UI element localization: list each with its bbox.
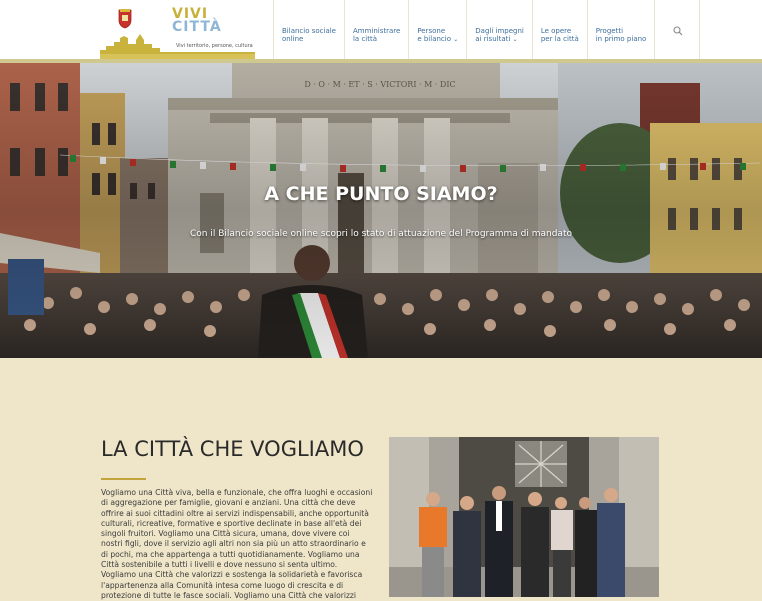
nav-item-impegni-risultati[interactable]	[466, 0, 532, 60]
nav-item-progetti[interactable]	[587, 0, 655, 60]
chevron-down-icon: ⌄	[453, 36, 459, 43]
hero-banner	[0, 63, 762, 358]
nav-item-opere[interactable]	[532, 0, 587, 60]
nav-label: Persone e bilancio	[417, 27, 451, 43]
search-icon	[673, 26, 683, 36]
site-header	[0, 0, 762, 60]
nav-item-amministrare[interactable]	[344, 0, 408, 60]
group-photo-image	[389, 437, 659, 597]
logo-wordmark	[172, 8, 222, 34]
main-nav	[273, 0, 700, 60]
hero-photo-square	[0, 63, 762, 358]
nav-label: Le opere per la città	[540, 27, 579, 43]
nav-label: Amministrare la città	[352, 27, 401, 43]
facade-inscription: D · O · M · ET · S · VICTORI · M · DIC	[304, 80, 456, 89]
logo-word-line2: CITTÀ	[172, 19, 222, 35]
section-title: LA CITTÀ CHE VOGLIAMO	[101, 437, 364, 461]
section-body-text: Vogliamo una Città viva, bella e funzionale, che offra luoghi e occasioni di aggregazione per famiglie, giovani e anziani. Una città che deve offrire ai suoi cittadini oltre ai servizi indispensabili, anche opportunità culturali, ricreative, formative e sportive declinate in base all'età dei singoli fruitori. Vogliamo una Città sicura, umana, dove vivere coi nostri figli, dove il servizio agli altri non sia più un atto straordinario e di pochi, ma che appartenga a tutti quotidianamente. Vogliamo una Città sostenibile a tutti i livelli e dove nessuno si senta ultimo. Vogliamo una Città che valorizzi e sostenga la solidarietà e favorisca l'appartenenza alla Comunità intesa come luogo di crescita e di protezione di tutte le fasce sociali. Vogliamo una Città che valorizzi	[101, 488, 373, 600]
logo-word-line1: VIVI	[172, 6, 209, 22]
nav-label: Bilancio sociale online	[282, 27, 336, 43]
search-button[interactable]	[654, 0, 700, 60]
title-divider	[101, 478, 146, 480]
hero-subtitle: Con il Bilancio sociale online scopri lo stato di attuazione del Programma di mandato	[190, 229, 572, 239]
nav-item-bilancio-sociale[interactable]	[273, 0, 344, 60]
site-logo[interactable]	[100, 0, 272, 60]
chevron-down-icon: ⌄	[512, 36, 518, 43]
nav-label: Dagli impegni ai risultati	[475, 27, 524, 43]
hero-title: A CHE PUNTO SIAMO?	[264, 183, 498, 205]
group-photo	[389, 437, 659, 597]
nav-item-persone-bilancio[interactable]	[408, 0, 466, 60]
logo-tagline: Vivi territorio, persone, cultura	[176, 43, 253, 49]
nav-label: Progetti in primo piano	[595, 27, 647, 43]
